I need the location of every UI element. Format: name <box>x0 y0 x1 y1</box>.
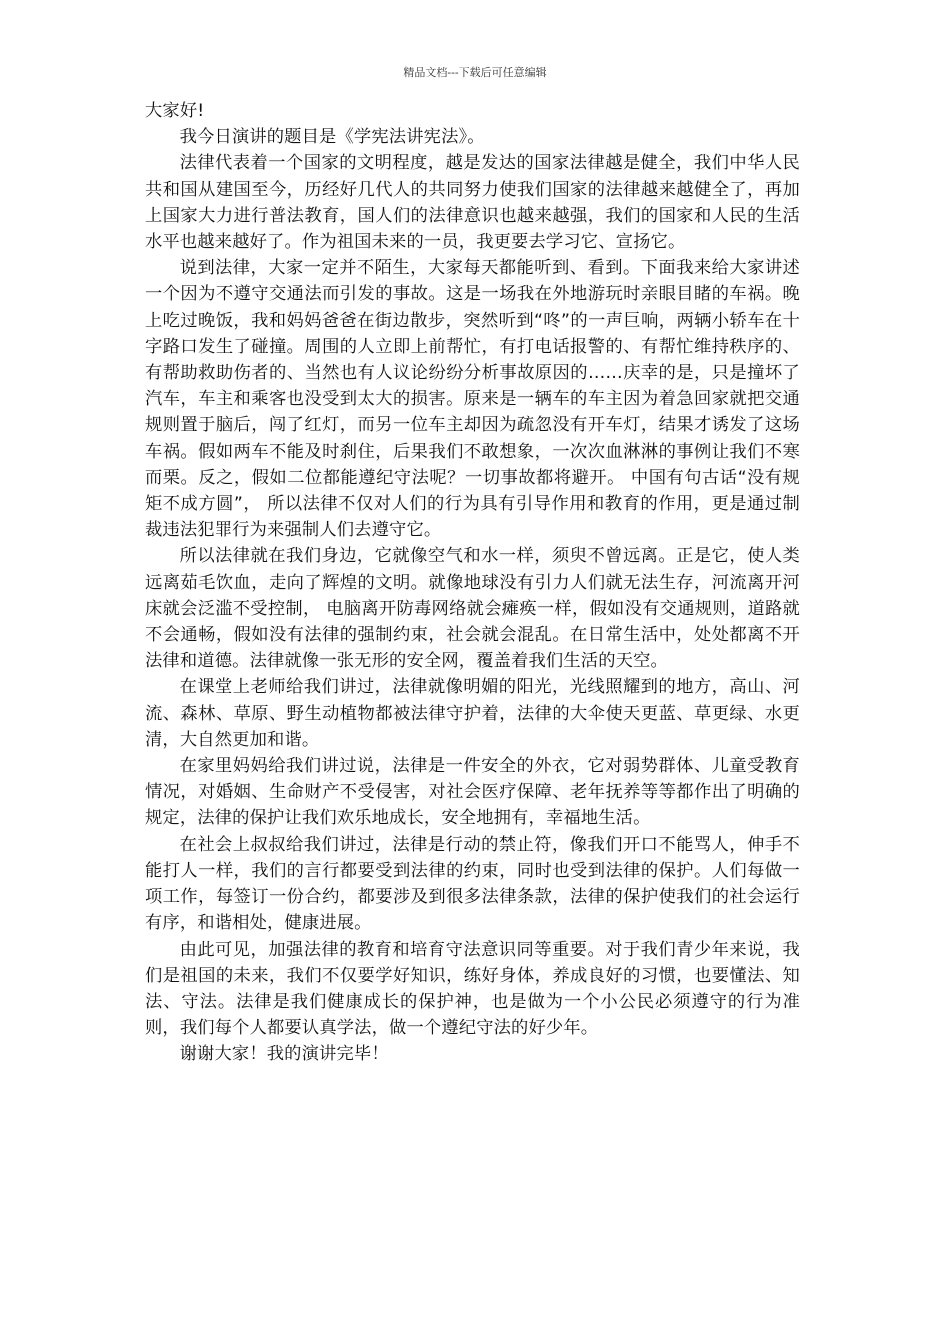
greeting: 大家好! <box>145 101 205 121</box>
paragraph: 法律代表着一个国家的文明程度，越是发达的国家法律越是健全，我们中华人民共和国从建国至今，历经好几代人的共同努力使我们国家的法律越来越健全了，再加上国家大力进行普法教育，国人们的法律意识也越来越强，我们的国家和人民的生活水平也越来越好了。作为祖国未来的一员，我更要去学习它、宣扬它。 <box>145 153 800 253</box>
paragraph: 在家里妈妈给我们讲过说，法律是一件安全的外衣，它对弱势群体、儿童受教育情况，对婚姻、生命财产不受侵害，对社会医疗保障、老年抚养等等都作出了明确的规定，法律的保护让我们欢乐地成长，安全地拥有，幸福地生活。 <box>145 756 800 829</box>
page-header: 精品文档---下载后可任意编辑 <box>403 66 547 79</box>
document-body <box>145 98 800 1068</box>
paragraph: 在社会上叔叔给我们讲过，法律是行动的禁止符，像我们开口不能骂人，伸手不能打人一样，我们的言行都要受到法律的约束，同时也受到法律的保护。人们每做一项工作，每签订一份合约，都要涉及到很多法律条款，法律的保护使我们的社会运行有序，和谐相处，健康进展。 <box>145 834 800 934</box>
paragraph: 说到法律，大家一定并不陌生，大家每天都能听到、看到。下面我来给大家讲述一个因为不遵守交通法而引发的事故。这是一场我在外地游玩时亲眼目睹的车祸。晚上吃过晚饭，我和妈妈爸爸在街边散步，突然听到“咚”的一声巨响，两辆小轿车在十字路口发生了碰撞。周围的人立即上前帮忙，有打电话报警的、有帮忙维持秩序的、有帮助救助伤者的、当然也有人议论纷纷分析事故原因的……庆幸的是，只是撞坏了汽车，车主和乘客也没受到太大的损害。原来是一辆车的车主因为着急回家就把交通规则置于脑后，闯了红灯，而另一位车主却因为疏忽没有开车灯，结果才诱发了这场车祸。假如两车不能及时刹住，后果我们不敢想象，一次次血淋淋的事例让我们不寒而栗。反之，假如二位都能遵纪守法呢？一切事故都将避开。 中国有句古话“没有规矩不成方圆”， 所以法律不仅对人们的行为具有引导作用和教育的作用，更是通过制裁违法犯罪行为来强制人们去遵守它。 <box>145 258 800 541</box>
paragraph: 所以法律就在我们身边，它就像空气和水一样，须臾不曾远离。正是它，使人类远离茹毛饮血，走向了辉煌的文明。就像地球没有引力人们就无法生存，河流离开河床就会泛滥不受控制， 电脑离开防毒网络就会瘫痪一样，假如没有交通规则，道路就不会通畅，假如没有法律的强制约束，社会就会混乱。在日常生活中，处处都离不开法律和道德。法律就像一张无形的安全网，覆盖着我们生活的天空。 <box>145 546 800 672</box>
paragraph-title-intro: 我今日演讲的题目是《学宪法讲宪法》。 <box>179 127 485 148</box>
paragraph: 由此可见，加强法律的教育和培育守法意识同等重要。对于我们青少年来说，我们是祖国的未来，我们不仅要学好知识，练好身体，养成良好的习惯，也要懂法、知法、守法。法律是我们健康成长的保护神，也是做为一个小公民必须遵守的行为准则，我们每个人都要认真学法，做一个遵纪守法的好少年。 <box>145 939 800 1039</box>
paragraph: 在课堂上老师给我们讲过，法律就像明媚的阳光，光线照耀到的地方，高山、河流、森林、草原、野生动植物都被法律守护着，法律的大伞使天更蓝、草更绿、水更清，大自然更加和谐。 <box>145 677 800 750</box>
closing-line: 谢谢大家！我的演讲完毕！ <box>179 1044 389 1065</box>
